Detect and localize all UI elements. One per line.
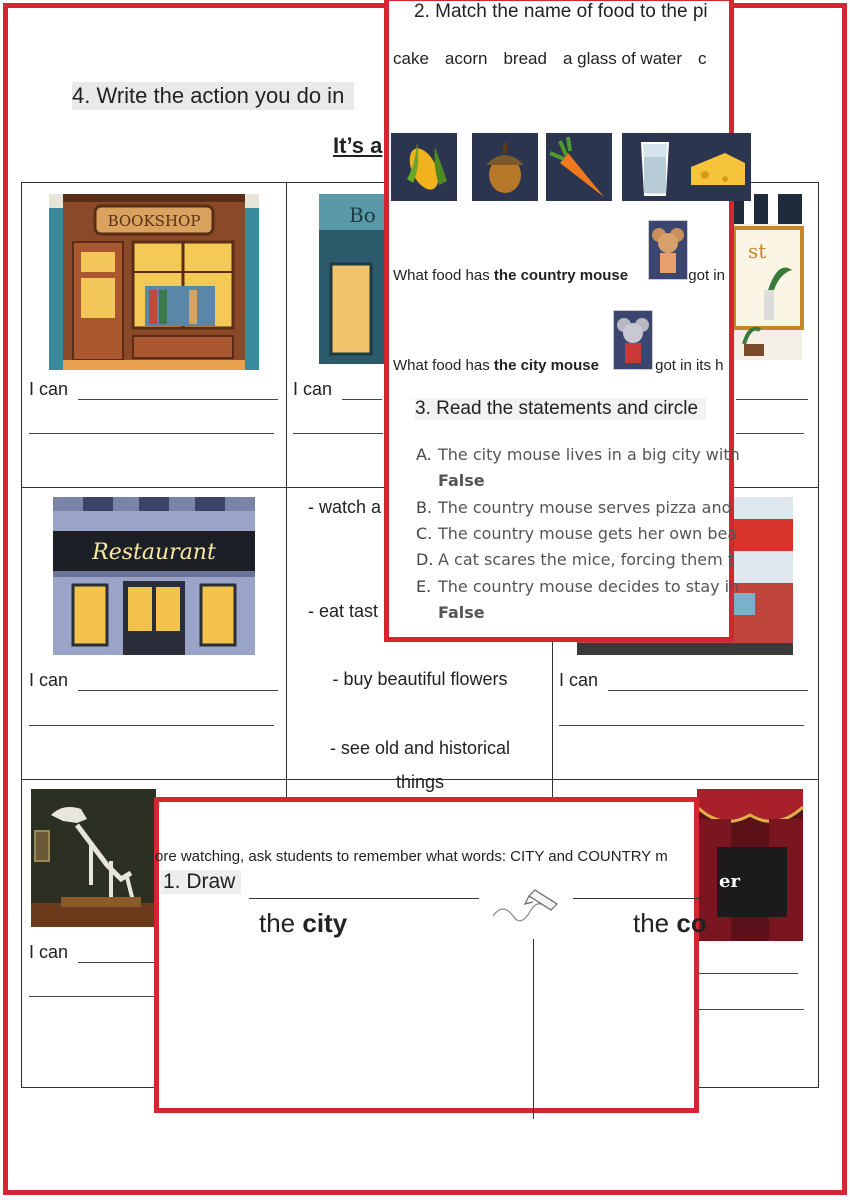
statement-e[interactable]: E. The country mouse decides to stay in [416,577,740,596]
theater-sign: er [719,871,740,892]
glass-of-water-image [622,133,688,201]
action-hint: - eat tast [308,601,379,621]
restaurant-image [53,497,255,655]
task2-title: 2. Match the name of food to the pi [414,1,708,22]
answer-line[interactable] [78,399,278,400]
false-option[interactable]: False [438,471,485,490]
food-word: bread [503,49,547,68]
country-label: the co [633,908,707,938]
divider-line [573,898,699,899]
task1-intro: ore watching, ask students to remember what words: CITY and COUNTRY m [155,848,668,865]
statement-a[interactable]: A. The city mouse lives in a big city with [416,445,740,464]
cheese-image [685,133,751,201]
cafe-sign: st [748,239,767,263]
answer-line[interactable] [29,725,274,726]
pencil-icon [489,884,569,934]
museum-image [31,789,156,927]
task1-card [154,797,707,1113]
acorn-image [472,133,538,201]
action-hint: - see old and historical [329,738,511,758]
statement-b[interactable]: B. The country mouse serves pizza and [416,498,732,517]
answer-line[interactable] [608,690,808,691]
food-word: a glass of water [562,49,682,68]
restaurant-sign: Restaurant [92,540,216,565]
column-divider [533,939,534,1119]
answer-line[interactable] [78,962,156,963]
bookshop-image [49,194,259,370]
task2-task3-card [384,0,740,642]
task4-heading: It’s a [333,133,383,158]
answer-line[interactable] [698,1009,804,1010]
answer-line[interactable] [29,996,156,997]
divider-line [249,898,479,899]
action-hint: things [395,772,445,792]
ican-label: I can [29,942,69,962]
answer-line[interactable] [559,725,804,726]
cafe-image [734,194,802,360]
city-drawing-area[interactable] [159,942,531,1112]
city-mouse-question: What food has the city mouse got in its h [393,357,724,374]
answer-line[interactable] [736,433,804,434]
false-option[interactable]: False [438,603,485,622]
task3-title: 3. Read the statements and circle [415,398,706,420]
country-mouse-question: What food has the country mouse got in [393,267,725,284]
theater-image [697,789,803,941]
action-hint: - buy beautiful flowers [332,669,508,689]
city-label: the city [259,908,348,938]
ican-label: I can [29,670,69,690]
ican-label: I can [293,379,333,399]
statement-c[interactable]: C. The country mouse gets her own bea [416,524,738,543]
statement-d[interactable]: D. A cat scares the mice, forcing them t [416,550,735,569]
answer-line[interactable] [736,399,808,400]
answer-line[interactable] [29,433,274,434]
bookshop-sign: BOOKSHOP [107,212,201,230]
ican-label: I can [559,670,599,690]
task4-title: 4. Write the action you do in [72,82,354,110]
shop2-sign: Bo [349,203,376,227]
ican-label: I can [29,379,69,399]
action-hint: - watch a [308,497,382,517]
food-word: acorn [444,49,488,68]
task1-title: 1. Draw [161,870,241,894]
country-drawing-area[interactable] [537,942,697,1112]
carrot-image [546,133,612,201]
answer-line[interactable] [78,690,278,691]
food-word: cake [393,49,429,68]
corn-image [391,133,457,201]
answer-line[interactable] [293,433,383,434]
answer-line[interactable] [342,399,382,400]
answer-line[interactable] [698,973,798,974]
food-word-list [393,49,723,69]
food-word: c [698,49,707,68]
